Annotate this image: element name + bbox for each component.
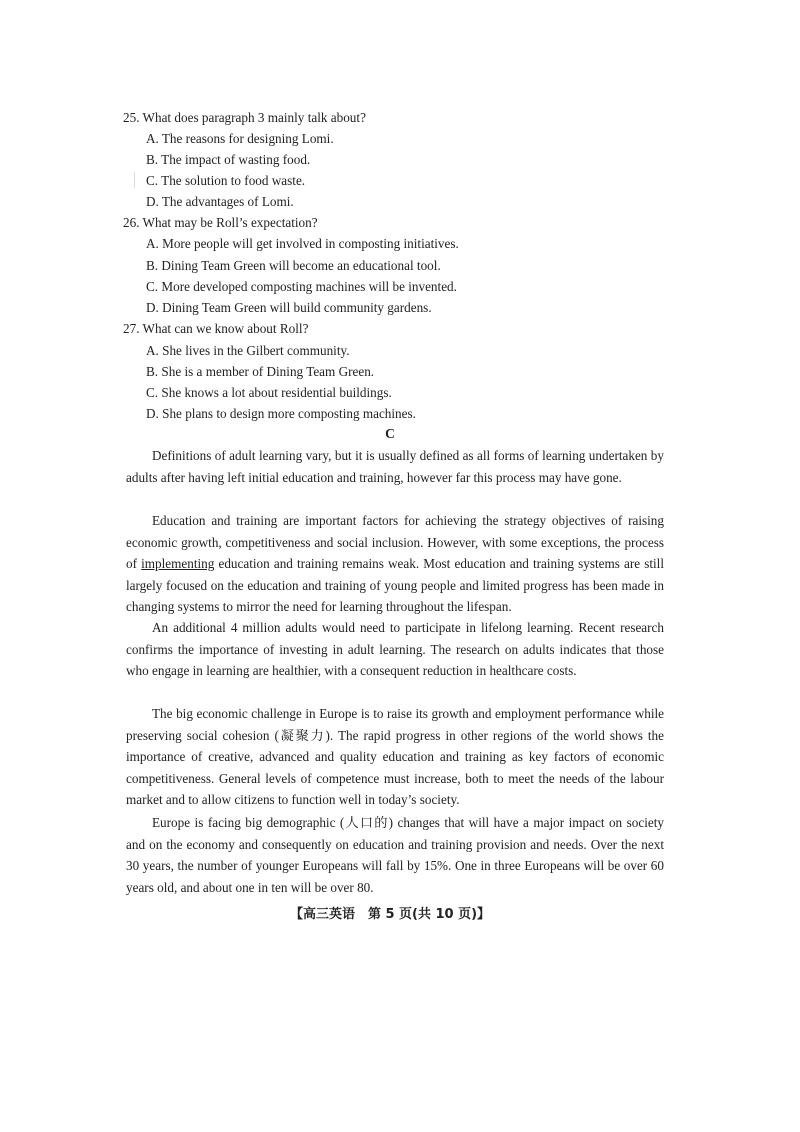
- underlined-word-implementing: implementing: [141, 556, 215, 572]
- question-26-option-c: C. More developed composting machines will be invented.: [146, 279, 457, 294]
- question-27-option-b: B. She is a member of Dining Team Green.: [146, 364, 375, 379]
- passage-paragraph-1: Definitions of adult learning vary, but it is usually defined as all forms of learning undertaken by adults after having left initial education and training, however far this process may have gone.: [126, 448, 664, 485]
- passage-paragraph-5: Europe is facing big demographic (人口的) changes that will have a major impact on society and on the economy and consequently on education and training provision and needs. Over the next 30 years, the number of younger Europeans will fall by 15%. One in three Europeans will be over 60 years old, and about one in ten will be over 80.: [126, 815, 664, 895]
- question-27-option-d: D. She plans to design more composting machines.: [146, 406, 416, 421]
- passage-paragraph-2: [126, 510, 664, 618]
- page-footer: 【高三英语 第 5 页(共 10 页)】: [289, 907, 491, 922]
- question-27-option-a: A. She lives in the Gilbert community.: [146, 343, 350, 358]
- passage-paragraph-4: The big economic challenge in Europe is to raise its growth and employment performance while preserving social cohesion (凝聚力). The rapid progress in other regions of the world shows the importance of creative, advanced and quality education and training as key factors of economic competitiveness. General levels of competence must increase, both to meet the needs of the labour market and to allow citizens to function well in today’s society.: [126, 706, 664, 808]
- question-27-option-c: C. She knows a lot about residential buildings.: [146, 385, 392, 400]
- scan-artifact-mark: [134, 172, 135, 188]
- question-25-option-b: B. The impact of wasting food.: [146, 152, 311, 167]
- question-25-option-a: A. The reasons for designing Lomi.: [146, 131, 334, 146]
- question-25-option-d: D. The advantages of Lomi.: [146, 194, 294, 209]
- question-25-option-c: C. The solution to food waste.: [146, 173, 306, 188]
- paragraph-2-text-after: education and training remains weak. Most education and training systems are still largely focused on the education and training of young people and limited progress has been made in changing systems to mirror the need for learning throughout the lifespan.: [126, 556, 664, 615]
- question-26-option-b: B. Dining Team Green will become an educational tool.: [146, 258, 441, 273]
- question-26-option-d: D. Dining Team Green will build community gardens.: [146, 300, 432, 315]
- section-letter: C: [385, 426, 395, 441]
- question-26-stem: 26. What may be Roll’s expectation?: [123, 215, 318, 230]
- question-27-stem: 27. What can we know about Roll?: [123, 321, 309, 336]
- question-25-stem: 25. What does paragraph 3 mainly talk about?: [123, 110, 366, 125]
- question-26-option-a: A. More people will get involved in composting initiatives.: [146, 236, 459, 251]
- passage-paragraph-3: An additional 4 million adults would need to participate in lifelong learning. Recent research confirms the importance of investing in adult learning. The research on adults indicates that those who engage in learning are healthier, with a consequent reduction in healthcare costs.: [126, 620, 664, 679]
- paragraph-2-text-before: Education and training are important factors for achieving the strategy objectives of raising economic growth, competitiveness and social inclusion. However, with some exceptions, the process of: [126, 513, 664, 572]
